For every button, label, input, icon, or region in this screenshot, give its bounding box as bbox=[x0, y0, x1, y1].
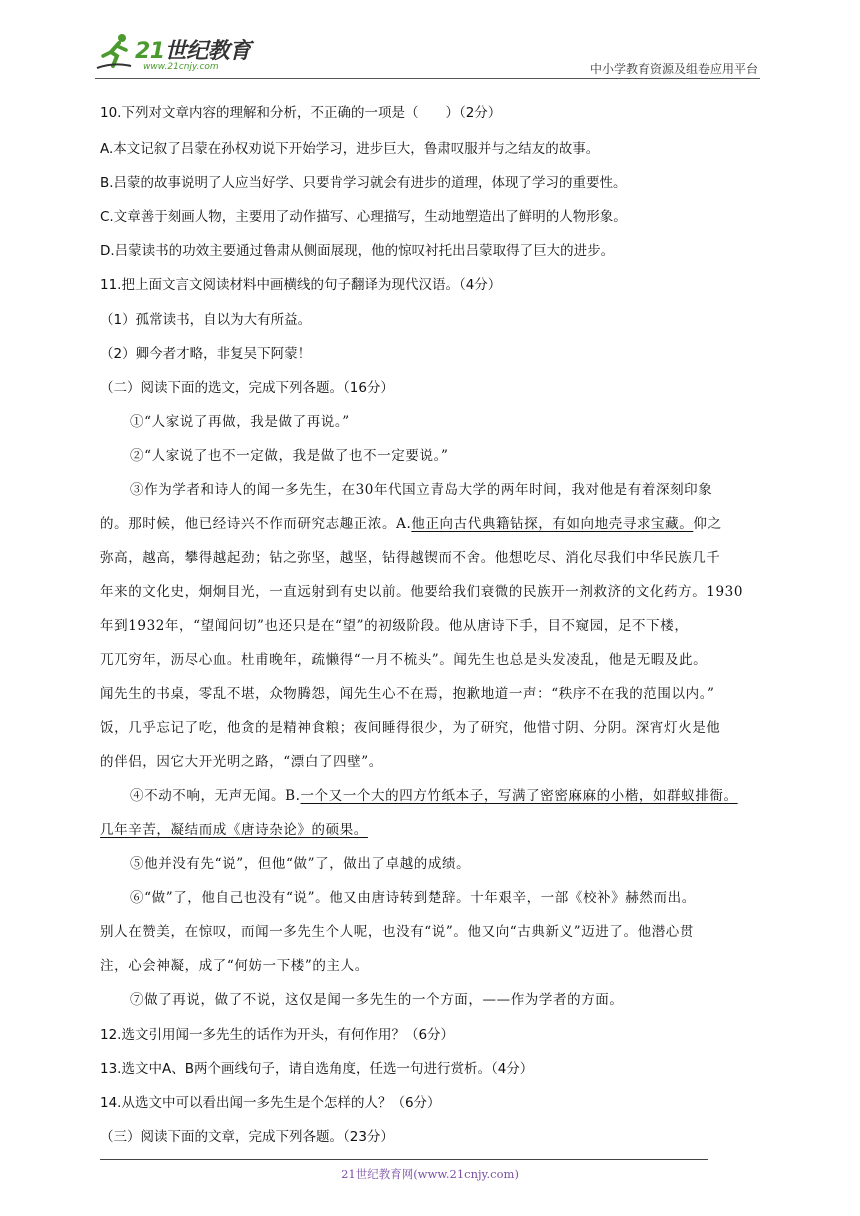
passage-paragraph-3: ③作为学者和诗人的闻一多先生，在30年代国立青岛大学的两年时间，我对他是有着深刻印象 bbox=[130, 482, 713, 498]
underlined-sentence-b-cont: 几年辛苦，凝结而成《唐诗杂论》的硕果。 bbox=[100, 822, 368, 838]
passage-line: 饭，几乎忘记了吃，他贪的是精神食粮；夜间睡得很少，为了研究，他惜寸阴、分阴。深宵灯火是他 bbox=[100, 720, 721, 736]
question-11-part1: （1）孤常读书，自以为大有所益。 bbox=[100, 312, 312, 328]
section-3-heading: （三）阅读下面的文章，完成下列各题。（23分） bbox=[100, 1129, 394, 1145]
passage-line: 年到1932年，“望闻问切”也还只是在“望”的初级阶段。他从唐诗下手，目不窥园，足不下楼， bbox=[100, 618, 689, 634]
underlined-sentence-b: 一个又一个大的四方竹纸本子，写满了密密麻麻的小楷，如群蚁排衙。 bbox=[300, 788, 738, 804]
passage-line: 闻先生的书桌，零乱不堪，众物腾怨，闻先生心不在焉，抱歉地道一声：“秩序不在我的范围以内。” bbox=[100, 686, 715, 702]
option-10a: A.本文记叙了吕蒙在孙权劝说下开始学习，进步巨大，鲁肃叹服并与之结友的故事。 bbox=[100, 141, 600, 157]
logo-url: www.21cnjy.com bbox=[143, 62, 219, 72]
passage-line: 弥高，越高，攀得越起劲；钻之弥坚，越坚，钻得越锲而不舍。他想吃尽、消化尽我们中华民族几千 bbox=[100, 550, 721, 566]
question-12: 12.选文引用闻一多先生的话作为开头，有何作用？（6分） bbox=[100, 1027, 455, 1043]
passage-line: 注，心会神凝，成了“何妨一下楼”的主人。 bbox=[100, 958, 369, 974]
option-10b: B.吕蒙的故事说明了人应当好学、只要肯学习就会有进步的道理，体现了学习的重要性。 bbox=[100, 175, 627, 191]
question-14: 14.从选文中可以看出闻一多先生是个怎样的人？（6分） bbox=[100, 1095, 441, 1111]
footer-link[interactable]: 21世纪教育网(www.21cnjy.com) bbox=[341, 1167, 519, 1181]
passage-text: 的。那时候，他已经诗兴不作而研究志趣正浓。A. bbox=[100, 516, 412, 532]
passage-line: 的伴侣，因它大开光明之路，“漂白了四壁”。 bbox=[100, 754, 383, 770]
logo-wordmark: 21世纪教育 bbox=[135, 39, 251, 64]
option-10d: D.吕蒙读书的功效主要通过鲁肃从侧面展现，他的惊叹衬托出吕蒙取得了巨大的进步。 bbox=[100, 243, 615, 259]
passage-paragraph-7: ⑦做了再说，做了不说，这仅是闻一多先生的一个方面，——作为学者的方面。 bbox=[130, 992, 624, 1008]
question-11-part2: （2）卿今者才略，非复吴下阿蒙！ bbox=[100, 346, 312, 362]
option-10c: C.文章善于刻画人物，主要用了动作描写、心理描写，生动地塑造出了鲜明的人物形象。 bbox=[100, 209, 627, 225]
passage-paragraph-5: ⑤他并没有先“说”，但他“做”了，做出了卓越的成绩。 bbox=[130, 856, 471, 872]
question-11: 11.把上面文言文阅读材料中画横线的句子翻译为现代汉语。（4分） bbox=[100, 277, 502, 293]
runner-logo-icon bbox=[95, 32, 133, 72]
question-10: 10.下列对文章内容的理解和分析，不正确的一项是（ ）（2分） bbox=[100, 105, 502, 121]
passage-line: 兀兀穷年，沥尽心血。杜甫晚年，疏懒得“一月不梳头”。闻先生也总是头发凌乱，他是无暇及此。 bbox=[100, 652, 708, 668]
passage-line: 别人在赞美，在惊叹，而闻一多先生个人呢，也没有“说”。他又向“古典新义”迈进了。他潜心贯 bbox=[100, 924, 695, 940]
passage-text: 仰之 bbox=[693, 516, 722, 532]
passage-paragraph-2: ②“人家说了也不一定做，我是做了也不一定要说。” bbox=[130, 448, 449, 464]
section-2-heading: （二）阅读下面的选文，完成下列各题。（16分） bbox=[100, 380, 394, 396]
passage-paragraph-6: ⑥“做”了，他自己也没有“说”。他又由唐诗转到楚辞。十年艰辛，一部《校补》赫然而出。 bbox=[130, 890, 696, 906]
passage-paragraph-4 bbox=[130, 786, 738, 806]
header-divider bbox=[95, 78, 760, 79]
underlined-sentence-a: 他正向古代典籍钻探，有如向地壳寻求宝藏。 bbox=[411, 516, 694, 532]
passage-text: ④不动不响，无声无闻。B. bbox=[130, 788, 301, 804]
passage-line bbox=[100, 514, 722, 534]
site-logo[interactable] bbox=[95, 28, 265, 78]
platform-name: 中小学教育资源及组卷应用平台 bbox=[589, 62, 758, 76]
footer-divider bbox=[100, 1159, 708, 1160]
page-header bbox=[95, 28, 760, 78]
passage-line: 年来的文化史，炯炯目光，一直远射到有史以前。他要给我们衰微的民族开一剂救济的文化药方。1930 bbox=[100, 584, 744, 600]
passage-paragraph-1: ①“人家说了再做，我是做了再说。” bbox=[130, 414, 350, 430]
question-13: 13.选文中A、B两个画线句子，请自选角度，任选一句进行赏析。（4分） bbox=[100, 1061, 534, 1077]
